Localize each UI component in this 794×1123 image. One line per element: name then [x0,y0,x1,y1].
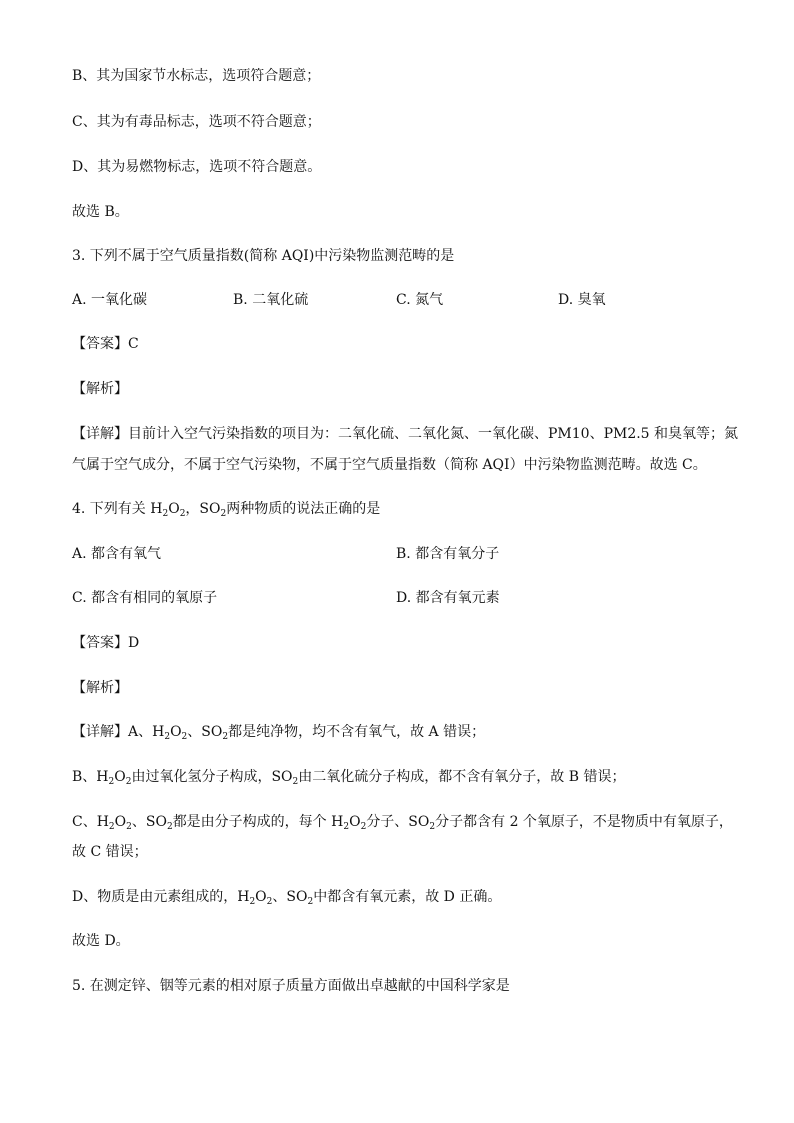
question-4-stem: 4. 下列有关 $H_2O_2$，$SO_2$两种物质的说法正确的是 [72,501,381,519]
q3-option-d: D. 臭氧 [558,292,606,308]
q3-answer: 【答案】C [72,336,139,352]
q3-detail-line-1: 【详解】目前计入空气污染指数的项目为：二氧化硫、二氧化氮、一氧化碳、PM10、PM2.5 和臭氧等；氮 [72,426,739,442]
option-c-explanation: C、其为有毒品标志，选项不符合题意； [72,114,321,130]
q4-option-c: C. 都含有相同的氧原子 [72,590,218,606]
q4-option-a: A. 都含有氧气 [72,546,162,562]
q4-conclusion: 故选 D。 [72,933,130,949]
q2-conclusion: 故选 B。 [72,204,129,220]
question-5-stem: 5. 在测定锌、铟等元素的相对原子质量方面做出卓越献的中国科学家是 [72,978,510,994]
q3-option-c: C. 氮气 [396,292,444,308]
q3-option-a: A. 一氧化碳 [72,292,148,308]
q4-analysis-heading: 【解析】 [72,680,128,696]
q3-analysis-heading: 【解析】 [72,381,128,397]
option-d-explanation: D、其为易燃物标志，选项不符合题意。 [72,159,322,175]
q4-option-b: B. 都含有氧分子 [396,546,500,562]
question-3-stem: 3. 下列不属于空气质量指数(简称 AQI)中污染物监测范畴的是 [72,248,455,264]
q3-detail-line-2: 气属于空气成分，不属于空气污染物，不属于空气质量指数（简称 AQI）中污染物监测范畴。故选 C。 [72,457,707,473]
q3-option-b: B. 二氧化硫 [233,292,309,308]
q4-detail-c-cont: 故 C 错误； [72,844,148,860]
q4-detail-a: 【详解】A、$H_2O_2$、$SO_2$都是纯净物，均不含有氧气，故 A 错误； [72,724,486,742]
q4-detail-d: D、物质是由元素组成的，$H_2O_2$、$SO_2$中都含有氧元素，故 D 正确。 [72,889,502,907]
q4-answer: 【答案】D [72,635,140,651]
q4-option-d: D. 都含有氧元素 [396,590,500,606]
option-b-explanation: B、其为国家节水标志，选项符合题意； [72,68,321,84]
q4-detail-c: C、$H_2O_2$、$SO_2$都是由分子构成的，每个 $H_2O_2$分子、$SO_2$分子都含有 2 个氧原子，不是物质中有氧原子， [72,814,733,832]
q4-detail-b: B、$H_2O_2$由过氧化氢分子构成，$SO_2$由二氧化硫分子构成，都不含有氧分子，故 B 错误； [72,769,626,787]
